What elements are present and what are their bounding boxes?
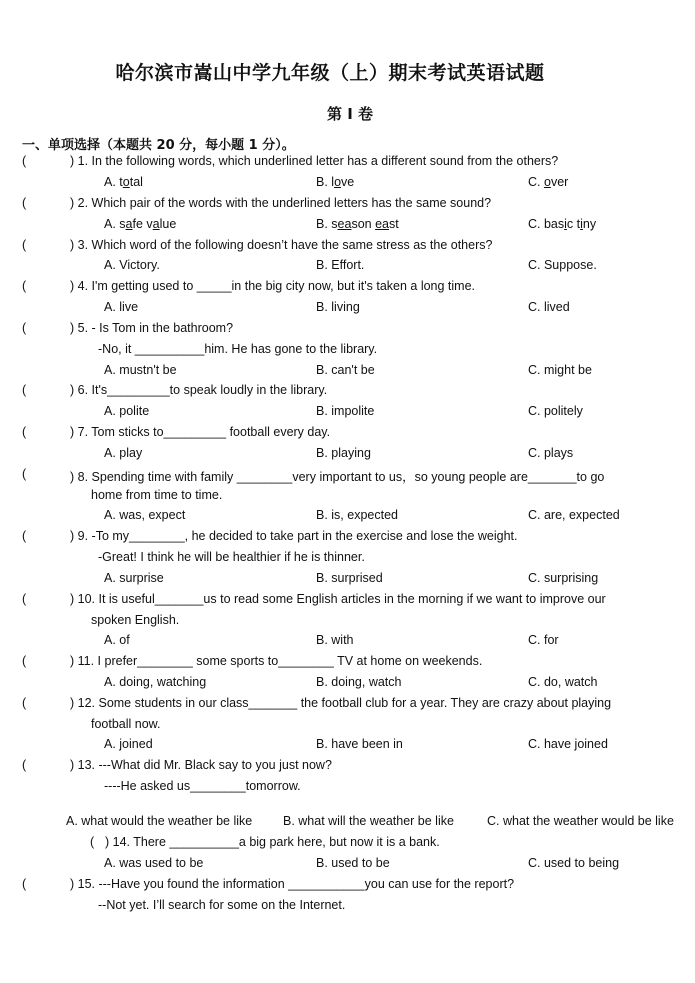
option-b — [316, 175, 354, 189]
option-text: A. s — [104, 217, 126, 231]
question-stem: ) 5. - Is Tom in the bathroom? — [70, 321, 234, 335]
option-text: st — [389, 217, 399, 231]
underlined-letter: a — [152, 217, 160, 231]
question-stem: ) 7. Tom sticks to_________ football every day. — [70, 425, 331, 439]
answer-paren: ( — [22, 238, 27, 252]
question-stem: ) 13. ---What did Mr. Black say to you just now? — [70, 758, 332, 772]
option-b: B. with — [316, 633, 354, 647]
option-b: B. playing — [316, 446, 371, 460]
underlined-letter: i — [564, 217, 567, 231]
option-a — [104, 217, 176, 231]
option-text: A. t — [104, 175, 123, 189]
question-continuation: --Not yet. I’ll search for some on the Internet. — [98, 898, 346, 912]
option-c: C. plays — [528, 446, 574, 460]
option-c: C. might be — [528, 363, 592, 377]
option-a: A. what would the weather be like — [66, 814, 253, 828]
answer-paren: ( — [22, 467, 27, 481]
answer-paren: ( — [90, 835, 95, 849]
option-c: C. politely — [528, 404, 583, 418]
option-c: C. used to being — [528, 856, 620, 870]
option-b: B. impolite — [316, 404, 375, 418]
option-text: B. s — [316, 217, 338, 231]
question-continuation: football now. — [91, 717, 161, 731]
option-a: A. of — [104, 633, 130, 647]
option-b: B. living — [316, 300, 360, 314]
option-text: c t — [566, 217, 581, 231]
question-continuation: ----He asked us________tomorrow. — [104, 779, 301, 793]
underlined-letter: i — [580, 217, 583, 231]
question-continuation: -No, it __________him. He has gone to the library. — [98, 342, 378, 356]
option-a: A. polite — [104, 404, 150, 418]
option-b: B. can't be — [316, 363, 375, 377]
option-a: A. mustn't be — [104, 363, 177, 377]
underlined-letter: o — [334, 175, 342, 189]
question-stem: ) 2. Which pair of the words with the underlined letters has the same sound? — [70, 196, 492, 210]
option-c: C. have joined — [528, 737, 608, 751]
option-c: C. Suppose. — [528, 258, 597, 272]
underlined-letter: ea — [337, 217, 352, 231]
question-continuation: -Great! I think he will be healthier if he is thinner. — [98, 550, 365, 564]
answer-paren: ( — [22, 529, 27, 543]
question-stem: ) 9. -To my________, he decided to take part in the exercise and lose the weight. — [70, 529, 518, 543]
answer-paren: ( — [22, 321, 27, 335]
option-c: C. do, watch — [528, 675, 598, 689]
option-b: B. Effort. — [316, 258, 365, 272]
option-b: B. have been in — [316, 737, 403, 751]
option-a: A. surprise — [104, 571, 164, 585]
option-a: A. live — [104, 300, 139, 314]
question-stem: ) 10. It is useful_______us to read some English articles in the morning if we want to improve our — [70, 592, 606, 606]
option-text: tal — [129, 175, 143, 189]
option-c: C. for — [528, 633, 559, 647]
question-stem: ) 11. I prefer________ some sports to________ TV at home on weekends. — [70, 654, 483, 668]
underlined-letter: o — [543, 175, 551, 189]
answer-paren: ( — [22, 383, 27, 397]
option-c — [528, 175, 568, 189]
answer-paren: ( — [22, 154, 27, 168]
option-c — [528, 217, 596, 231]
question-continuation: home from time to time. — [91, 488, 223, 502]
question-stem: ) 4. I'm getting used to _____in the big city now, but it's taken a long time. — [70, 279, 476, 293]
option-text: ver — [550, 175, 569, 189]
option-a: A. doing, watching — [104, 675, 207, 689]
answer-paren: ( — [22, 758, 27, 772]
option-a — [104, 175, 143, 189]
option-text: fe v — [132, 217, 153, 231]
question-stem: ) 12. Some students in our class_______ the football club for a year. They are crazy about playing — [70, 696, 612, 710]
option-b — [316, 217, 399, 231]
answer-paren: ( — [22, 654, 27, 668]
option-a: A. Victory. — [104, 258, 160, 272]
answer-paren: ( — [22, 877, 27, 891]
option-text: C. bas — [528, 217, 565, 231]
option-a: A. joined — [104, 737, 153, 751]
page-title: 哈尔滨市嵩山中学九年级（上）期末考试英语试题 — [115, 62, 545, 84]
option-b: B. used to be — [316, 856, 390, 870]
answer-paren: ( — [22, 279, 27, 293]
underlined-letter: a — [125, 217, 133, 231]
option-c: C. surprising — [528, 571, 599, 585]
option-a: A. was, expect — [104, 508, 186, 522]
underlined-letter: ea — [375, 217, 389, 231]
option-b: B. what will the weather be like — [283, 814, 454, 828]
option-a: A. was used to be — [104, 856, 204, 870]
answer-paren: ( — [22, 592, 27, 606]
section-heading: 一、单项选择（本题共 20 分，每小题 1 分）。 — [22, 138, 295, 153]
option-text: ve — [341, 175, 355, 189]
question-stem: ) 8. Spending time with family ________very important to us，so young people are_______to go — [70, 470, 605, 484]
option-b: B. doing, watch — [316, 675, 402, 689]
option-c: C. are, expected — [528, 508, 620, 522]
option-text: son — [351, 217, 376, 231]
option-a: A. play — [104, 446, 143, 460]
option-b: B. surprised — [316, 571, 383, 585]
option-text: lue — [159, 217, 177, 231]
option-text: ny — [582, 217, 597, 231]
answer-paren: ( — [22, 425, 27, 439]
answer-paren: ( — [22, 696, 27, 710]
option-c: C. what the weather would be like — [487, 814, 674, 828]
option-text: B. l — [316, 175, 335, 189]
question-stem: ) 3. Which word of the following doesn’t have the same stress as the others? — [70, 238, 493, 252]
question-stem: ) 15. ---Have you found the information ___________you can use for the report? — [70, 877, 515, 891]
option-text: C. — [528, 175, 544, 189]
question-continuation: spoken English. — [91, 613, 180, 627]
option-c: C. lived — [528, 300, 570, 314]
question-stem: ) 1. In the following words, which underlined letter has a different sound from the others? — [70, 154, 559, 168]
option-b: B. is, expected — [316, 508, 398, 522]
underlined-letter: o — [122, 175, 130, 189]
question-stem: ) 14. There __________a big park here, but now it is a bank. — [105, 835, 440, 849]
volume-label: 第 I 卷 — [326, 105, 374, 123]
answer-paren: ( — [22, 196, 27, 210]
question-stem: ) 6. It's_________to speak loudly in the library. — [70, 383, 328, 397]
